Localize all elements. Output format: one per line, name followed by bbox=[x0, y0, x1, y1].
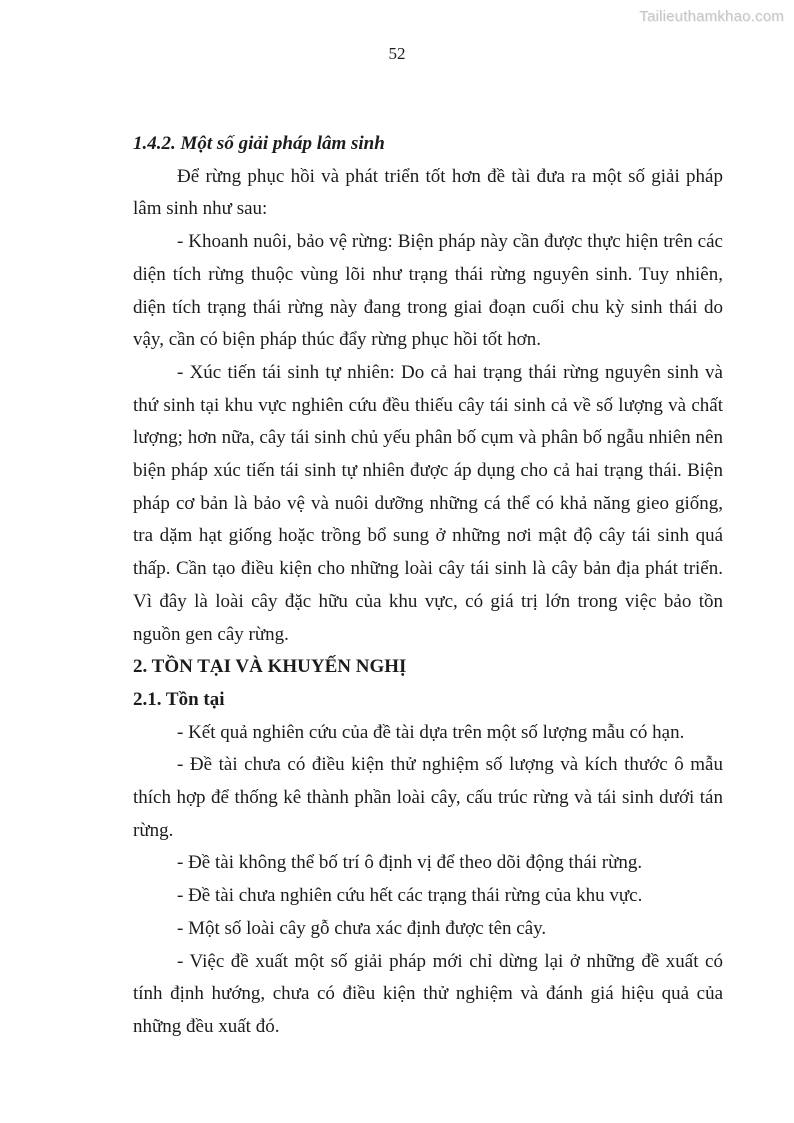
bullet-paragraph: - Đề tài không thể bố trí ô định vị để theo dõi động thái rừng. bbox=[177, 852, 643, 874]
paragraph: - Xúc tiến tái sinh tự nhiên: Do cả hai trạng thái rừng nguyên sinh và thứ sinh tại khu vực nghiên cứu đều thiếu cây tái sinh cả về số lượng và chất lượng; hơn nữa, cây tái sinh chủ yếu phân bố cụm và phân bố ngẫu nhiên nên biện pháp xúc tiến tái sinh tự nhiên được áp dụng cho cả hai trạng thái. Biện pháp cơ bản là bảo vệ và nuôi dưỡng những cá thể có khả năng gieo giống, tra dặm hạt giống hoặc trồng bổ sung ở những nơi mật độ cây tái sinh quá thấp. Cần tạo điều kiện cho những loài cây tái sinh là cây bản địa phát triển. Vì đây là loài cây đặc hữu của khu vực, có giá trị lớn trong việc bảo tồn nguồn gen cây rừng. bbox=[133, 361, 723, 645]
site-watermark: Tailieuthamkhao.com bbox=[639, 8, 784, 25]
section-heading-2-1: 2.1. Tồn tại bbox=[133, 688, 225, 710]
section-heading-2: 2. TỒN TẠI VÀ KHUYẾN NGHỊ bbox=[133, 656, 407, 678]
document-body bbox=[133, 128, 723, 1044]
bullet-paragraph: - Một số loài cây gỗ chưa xác định được tên cây. bbox=[177, 917, 547, 939]
bullet-paragraph: - Kết quả nghiên cứu của đề tài dựa trên một số lượng mẫu có hạn. bbox=[177, 721, 685, 743]
bullet-paragraph: - Việc đề xuất một số giải pháp mới chỉ dừng lại ở những đề xuất có tính định hướng, chưa có điều kiện thử nghiệm và đánh giá hiệu quả của những đều xuất đó. bbox=[133, 950, 723, 1037]
bullet-paragraph: - Đề tài chưa nghiên cứu hết các trạng thái rừng của khu vực. bbox=[177, 885, 643, 907]
bullet-paragraph: - Đề tài chưa có điều kiện thử nghiệm số lượng và kích thước ô mẫu thích hợp để thống kê thành phần loài cây, cấu trúc rừng và tái sinh dưới tán rừng. bbox=[133, 754, 723, 841]
section-heading-1-4-2: 1.4.2. Một số giải pháp lâm sinh bbox=[133, 133, 385, 154]
paragraph: Để rừng phục hồi và phát triển tốt hơn đề tài đưa ra một số giải pháp lâm sinh như sau: bbox=[133, 165, 723, 220]
paragraph: - Khoanh nuôi, bảo vệ rừng: Biện pháp này cần được thực hiện trên các diện tích rừng thuộc vùng lõi như trạng thái rừng nguyên sinh. Tuy nhiên, diện tích trạng thái rừng này đang trong giai đoạn cuối chu kỳ sinh thái do vậy, cần có biện pháp thúc đẩy rừng phục hồi tốt hơn. bbox=[133, 231, 723, 351]
page-number: 52 bbox=[388, 44, 406, 63]
